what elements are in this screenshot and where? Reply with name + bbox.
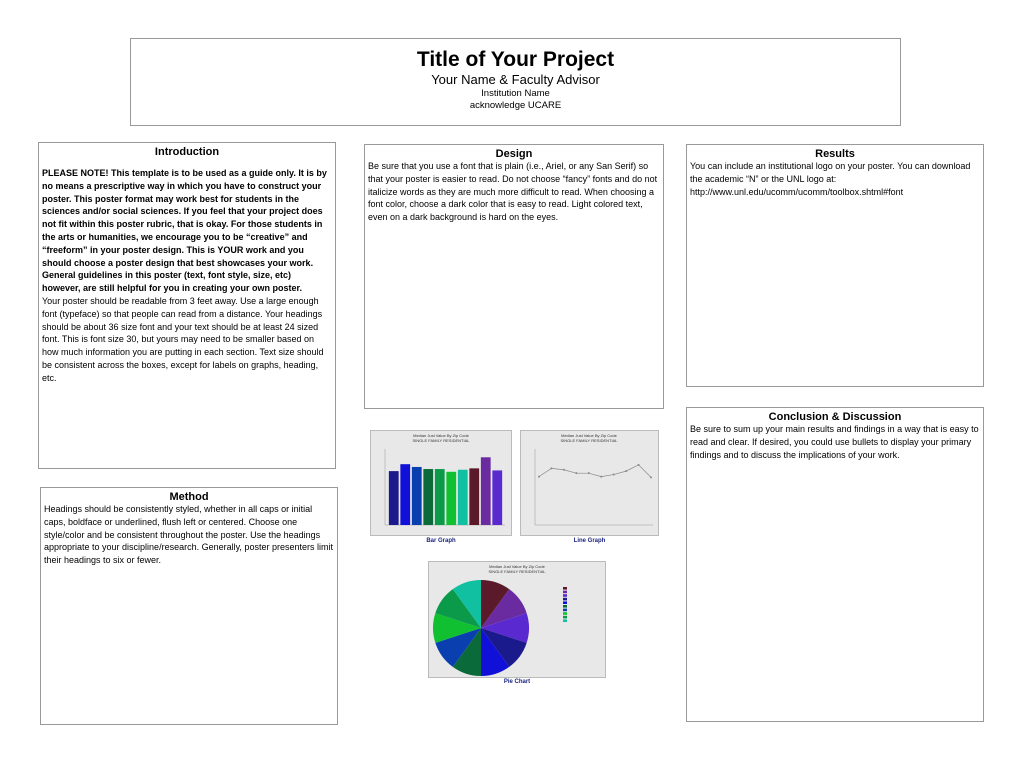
line-graph-frame bbox=[520, 430, 659, 536]
bar-8 bbox=[481, 457, 491, 525]
line-point-0 bbox=[538, 476, 540, 478]
design-body: Be sure that you use a font that is plain (i.e., Ariel, or any San Serif) so that your poster is easier to read. Do not choose “fancy” fonts and do not italicize words as they are much more difficult to read. When choosing a font color, choose a dark color that is easy to read. Light colored text, even on a dark background is hard on the eyes. bbox=[368, 161, 658, 223]
method-box bbox=[40, 487, 338, 725]
pie-marks bbox=[433, 580, 529, 676]
pie-legend-swatch-7 bbox=[563, 612, 567, 615]
results-heading: Results bbox=[815, 148, 855, 160]
line-point-7 bbox=[625, 470, 627, 472]
bar-chart-subtitle: SINGLE FAMILY RESIDENTIAL bbox=[412, 438, 470, 443]
line-point-8 bbox=[638, 464, 640, 466]
bar-5 bbox=[446, 472, 456, 525]
pie-legend-swatch-9 bbox=[563, 619, 567, 622]
method-body: Headings should be consistently styled, whether in all caps or initial caps, boldface or underlined, flush left or centered. Choose one style/color and be consistent throughout the poster. Use the headings appropriate to your discipline/research. Generally, poster presenters limit their headings to six or fewer. bbox=[44, 504, 333, 566]
line-point-5 bbox=[600, 476, 602, 478]
pie-legend-swatch-5 bbox=[563, 605, 567, 608]
institution-name: Institution Name bbox=[481, 88, 550, 99]
pie-chart-caption: Pie Chart bbox=[503, 679, 531, 685]
pie-chart bbox=[429, 562, 605, 677]
line-point-2 bbox=[563, 469, 565, 471]
introduction-body: Your poster should be readable from 3 feet away. Use a large enough font (typeface) so that people can read from a distance. Your headings should be about 36 size font and your text should be at least 24 sized font. This is font size 30, but yours may need to be smaller based on how much information you are putting in each section. Text size should be consistent across the boxes, except for labels on graphs, heading, etc. bbox=[42, 295, 324, 383]
bar-2 bbox=[412, 467, 422, 525]
bar-1 bbox=[400, 464, 410, 525]
pie-legend-swatch-8 bbox=[563, 616, 567, 619]
line-chart-subtitle: SINGLE FAMILY RESIDENTIAL bbox=[560, 438, 618, 443]
bar-9 bbox=[492, 470, 502, 525]
line-point-6 bbox=[613, 474, 615, 476]
pie-chart-subtitle: SINGLE FAMILY RESIDENTIAL bbox=[488, 569, 546, 574]
design-box bbox=[364, 144, 664, 409]
conclusion-body: Be sure to sum up your main results and findings in a way that is easy to read and clear. If desired, you could use bullets to display your primary findings and to discuss the implications of your work. bbox=[690, 424, 979, 460]
line-point-9 bbox=[650, 476, 652, 478]
pie-legend-swatch-6 bbox=[563, 609, 567, 612]
line-point-1 bbox=[550, 467, 552, 469]
pie-chart-title: Median Just Value By Zip Code bbox=[489, 564, 545, 569]
results-box bbox=[686, 144, 984, 387]
line-series bbox=[539, 465, 651, 477]
line-marks bbox=[538, 464, 652, 478]
pie-legend-swatch-1 bbox=[563, 591, 567, 594]
pie-chart-frame bbox=[428, 561, 606, 678]
line-point-4 bbox=[588, 472, 590, 474]
bar-marks bbox=[389, 457, 502, 525]
bar-7 bbox=[469, 468, 479, 525]
title-box bbox=[130, 38, 901, 126]
introduction-note: PLEASE NOTE! This template is to be used as a guide only. It is by no means a prescriptive way in which you have to construct your poster. This poster format may work best for students in the sciences and/or social sciences. If you feel that your project does not fit within this poster rubric, that is okay. For those students in the arts or humanities, we encourage you to be “creative” and “freeform” in your poster design. This is YOUR work and you should choose a poster design that best showcases your work. General guidelines in this poster (text, font style, size, etc) however, are still helpful for you in creating your own poster. bbox=[42, 168, 327, 294]
bar-4 bbox=[435, 469, 445, 525]
poster-subtitle: Your Name & Faculty Advisor bbox=[431, 72, 600, 87]
results-body: You can include an institutional logo on your poster. You can download the academic “N” or the UNL logo at: http://www.unl.edu/ucomm/ucomm/toolbox.shtml#font bbox=[690, 161, 971, 197]
bar-0 bbox=[389, 471, 399, 525]
bar-graph bbox=[371, 431, 511, 535]
poster-title: Title of Your Project bbox=[416, 48, 615, 71]
pie-legend bbox=[563, 587, 567, 622]
bar-3 bbox=[423, 469, 433, 525]
line-graph bbox=[521, 431, 658, 535]
acknowledgement: acknowledge UCARE bbox=[469, 100, 562, 111]
design-heading: Design bbox=[495, 148, 533, 160]
line-graph-caption: Line Graph bbox=[573, 538, 606, 544]
introduction-heading: Introduction bbox=[154, 146, 220, 158]
bar-graph-frame bbox=[370, 430, 512, 536]
bar-graph-caption: Bar Graph bbox=[426, 538, 456, 544]
conclusion-heading: Conclusion & Discussion bbox=[768, 411, 902, 423]
method-heading: Method bbox=[169, 491, 209, 503]
introduction-box bbox=[38, 142, 336, 469]
line-chart-title: Median Just Value By Zip Code bbox=[561, 433, 617, 438]
bar-chart-title: Median Just Value By Zip Code bbox=[413, 433, 469, 438]
conclusion-box bbox=[686, 407, 984, 722]
bar-6 bbox=[458, 470, 468, 525]
pie-legend-swatch-0 bbox=[563, 587, 567, 590]
pie-legend-swatch-4 bbox=[563, 601, 567, 604]
line-point-3 bbox=[575, 472, 577, 474]
pie-legend-swatch-2 bbox=[563, 594, 567, 597]
pie-legend-swatch-3 bbox=[563, 598, 567, 601]
